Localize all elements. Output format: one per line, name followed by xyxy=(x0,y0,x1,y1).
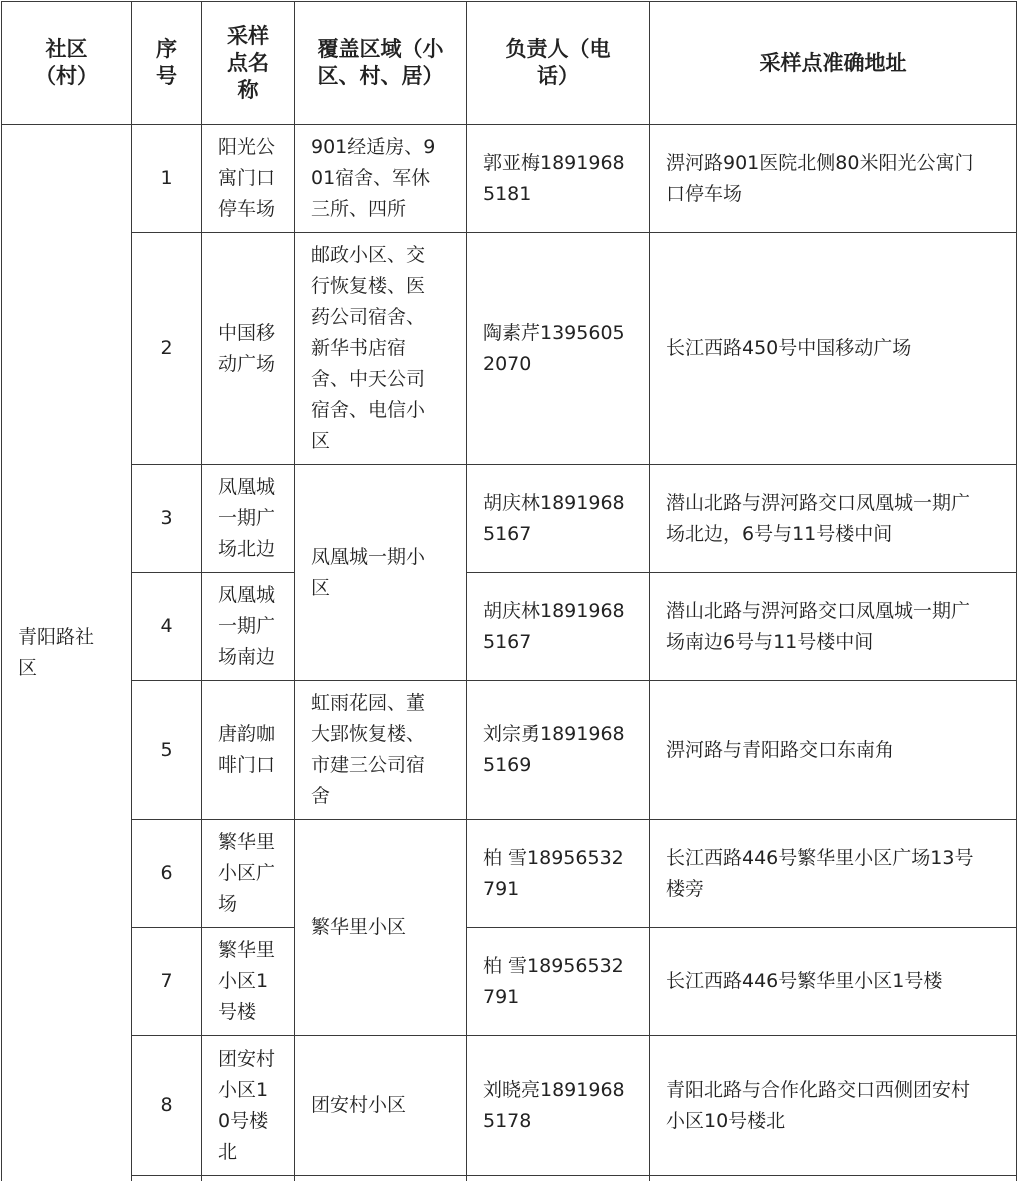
row-7-address xyxy=(650,928,1016,1035)
header-coverage xyxy=(295,2,466,124)
row-2-contact-text: 陶素芹1395605 2070 xyxy=(483,321,625,375)
grid-line-row2 xyxy=(131,464,1017,465)
header-contact-text: 负责人（电 话） xyxy=(505,37,611,88)
row-8-address xyxy=(650,1036,1016,1175)
row-8-seq xyxy=(132,1036,201,1175)
row-2-seq xyxy=(132,233,201,464)
grid-line-row6-b xyxy=(466,927,1017,928)
row-2-site-name-text: 中国移 动广场 xyxy=(218,321,276,375)
row-8-site-name-text: 团安村 小区1 0号楼 北 xyxy=(218,1047,276,1163)
row-3-address-text: 潜山北路与淠河路交口凤凰城一期广 场北边，6号与11号楼中间 xyxy=(666,491,971,545)
grid-line-row3-b xyxy=(466,572,1017,573)
grid-col-6 xyxy=(1016,1,1017,1181)
header-community xyxy=(2,2,131,124)
row-4-seq xyxy=(132,573,201,680)
row-5-site-name xyxy=(202,681,294,819)
row-7-address-text: 长江西路446号繁华里小区1号楼 xyxy=(666,970,943,992)
coverage-fenghuang-text: 凤凰城一期小 区 xyxy=(311,545,426,599)
row-8-address-text: 青阳北路与合作化路交口西侧团安村 小区10号楼北 xyxy=(666,1078,971,1132)
row-4-site-name xyxy=(202,573,294,680)
grid-line-row3-a xyxy=(131,572,295,573)
row-1-address-text: 淠河路901医院北侧80米阳光公寓门 口停车场 xyxy=(666,151,974,205)
header-community-text: 社区 （村） xyxy=(35,37,98,88)
row-3-site-name-text: 凤凰城 一期广 场北边 xyxy=(218,476,276,560)
row-1-coverage xyxy=(295,125,466,232)
row-6-site-name-text: 繁华里 小区广 场 xyxy=(218,831,276,915)
row-8-coverage xyxy=(295,1036,466,1175)
row-1-address xyxy=(650,125,1016,232)
header-seq-text: 序 号 xyxy=(156,37,177,88)
header-address xyxy=(650,2,1016,124)
row-1-coverage-text: 901经适房、9 01宿舍、军休 三所、四所 xyxy=(311,136,436,220)
grid-line-row1 xyxy=(131,232,1017,233)
grid-col-2 xyxy=(201,1,202,1181)
grid-line-row8 xyxy=(131,1175,1017,1176)
row-7-seq xyxy=(132,928,201,1035)
row-4-contact-text: 胡庆林1891968 5167 xyxy=(483,599,625,653)
grid-line-top xyxy=(1,1,1017,2)
row-1-contact xyxy=(467,125,649,232)
row-2-site-name xyxy=(202,233,294,464)
header-seq xyxy=(132,2,201,124)
row-7-site-name-text: 繁华里 小区1 号楼 xyxy=(218,939,276,1023)
row-6-site-name xyxy=(202,820,294,927)
coverage-fanhuali-text: 繁华里小区 xyxy=(311,916,407,938)
row-1-seq-text: 1 xyxy=(160,167,173,189)
grid-line-row4 xyxy=(131,680,1017,681)
header-coverage-text: 覆盖区域（小 区、村、居） xyxy=(317,37,444,88)
grid-col-1 xyxy=(131,1,132,1181)
row-4-address xyxy=(650,573,1016,680)
row-5-contact-text: 刘宗勇1891968 5169 xyxy=(483,723,625,776)
row-5-coverage-text: 虹雨花园、董 大郢恢复楼、 市建三公司宿 舍 xyxy=(311,692,426,807)
grid-line-row6-a xyxy=(131,927,295,928)
row-5-coverage xyxy=(295,681,466,819)
row-5-site-name-text: 唐韵咖 啡门口 xyxy=(218,723,276,776)
community-name: 青阳路社 区 xyxy=(18,626,95,679)
header-contact xyxy=(467,2,649,124)
row-1-site-name-text: 阳光公 寓门口 停车场 xyxy=(218,136,276,220)
row-4-contact xyxy=(467,573,649,680)
coverage-fanhuali xyxy=(295,820,466,1035)
row-4-site-name-text: 凤凰城 一期广 场南边 xyxy=(218,584,276,668)
header-address-text: 采样点准确地址 xyxy=(759,50,907,75)
row-3-site-name xyxy=(202,465,294,572)
row-1-seq xyxy=(132,125,201,232)
grid-line-header xyxy=(1,124,1017,125)
row-2-address-text: 长江西路450号中国移动广场 xyxy=(666,337,912,359)
grid-col-3 xyxy=(294,1,295,1181)
row-1-contact-text: 郭亚梅1891968 5181 xyxy=(483,151,625,205)
row-8-site-name xyxy=(202,1036,294,1175)
community-cell xyxy=(2,125,131,1181)
row-7-contact-text: 柏 雪18956532 791 xyxy=(483,954,624,1008)
row-1-site-name xyxy=(202,125,294,232)
row-2-coverage-text: 邮政小区、交 行恢复楼、医 药公司宿舍、 新华书店宿 舍、中天公司 宿舍、电信小 区 xyxy=(311,244,426,452)
row-2-contact xyxy=(467,233,649,464)
row-2-address xyxy=(650,233,1016,464)
grid-col-0 xyxy=(1,1,2,1181)
row-2-seq-text: 2 xyxy=(160,337,173,359)
row-6-contact-text: 柏 雪18956532 791 xyxy=(483,846,624,900)
row-5-seq-text: 5 xyxy=(160,738,173,761)
row-3-seq-text: 3 xyxy=(160,507,173,529)
grid-line-row5 xyxy=(131,819,1017,820)
row-4-address-text: 潜山北路与淠河路交口凤凰城一期广 场南边6号与11号楼中间 xyxy=(666,599,971,653)
coverage-fenghuang xyxy=(295,465,466,680)
row-6-seq xyxy=(132,820,201,927)
row-3-contact-text: 胡庆林1891968 5167 xyxy=(483,491,625,545)
grid-line-row7 xyxy=(131,1035,1017,1036)
header-site-name-text: 采样 点名 称 xyxy=(227,23,269,102)
row-3-contact xyxy=(467,465,649,572)
row-6-address xyxy=(650,820,1016,927)
row-8-seq-text: 8 xyxy=(160,1094,173,1116)
row-5-address xyxy=(650,681,1016,819)
row-7-contact xyxy=(467,928,649,1035)
row-2-coverage xyxy=(295,233,466,464)
row-8-coverage-text: 团安村小区 xyxy=(311,1094,407,1116)
row-7-site-name xyxy=(202,928,294,1035)
header-site-name xyxy=(202,2,294,124)
row-5-address-text: 淠河路与青阳路交口东南角 xyxy=(666,738,895,761)
row-7-seq-text: 7 xyxy=(160,970,173,992)
grid-col-4 xyxy=(466,1,467,1181)
row-6-contact xyxy=(467,820,649,927)
row-8-contact xyxy=(467,1036,649,1175)
row-5-seq xyxy=(132,681,201,819)
row-6-seq-text: 6 xyxy=(160,862,173,884)
row-8-contact-text: 刘晓亮1891968 5178 xyxy=(483,1078,625,1132)
grid-col-5 xyxy=(649,1,650,1181)
row-4-seq-text: 4 xyxy=(160,615,173,637)
row-3-seq xyxy=(132,465,201,572)
row-6-address-text: 长江西路446号繁华里小区广场13号 楼旁 xyxy=(666,846,974,900)
row-5-contact xyxy=(467,681,649,819)
row-3-address xyxy=(650,465,1016,572)
